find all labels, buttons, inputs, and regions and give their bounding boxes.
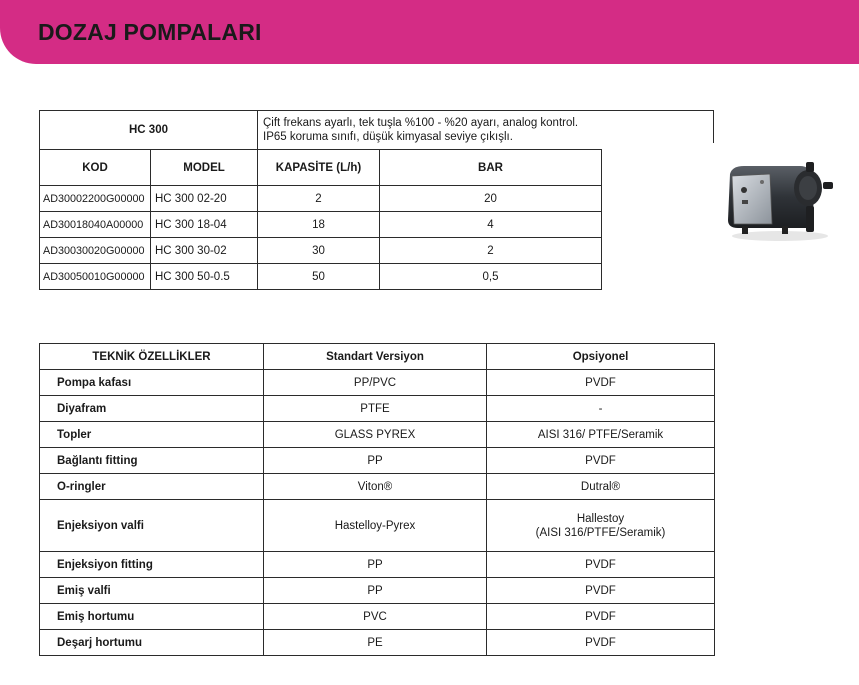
spec-optional: PVDF [487, 552, 715, 578]
table-row [40, 264, 602, 290]
spec-optional: AISI 316/ PTFE/Seramik [487, 422, 715, 448]
table-row [40, 500, 715, 552]
spec-standard: Hastelloy-Pyrex [264, 500, 487, 552]
product-header-row [40, 111, 602, 150]
spec-feature: Enjeksiyon fitting [40, 552, 264, 578]
spec-standard: GLASS PYREX [264, 422, 487, 448]
spec-standard: PP/PVC [264, 370, 487, 396]
product-bar: 4 [380, 212, 602, 238]
spec-optional: - [487, 396, 715, 422]
product-bar: 2 [380, 238, 602, 264]
product-table [39, 110, 602, 290]
spec-optional: PVDF [487, 604, 715, 630]
spec-optional: PVDF [487, 578, 715, 604]
table-row [40, 186, 602, 212]
product-capacity: 2 [258, 186, 380, 212]
table-row [40, 474, 715, 500]
col-kapasite: KAPASİTE (L/h) [258, 150, 380, 186]
col-kod: KOD [40, 150, 151, 186]
description-cell-extension [602, 110, 714, 143]
spec-header-row [40, 344, 715, 370]
spec-standard: PP [264, 578, 487, 604]
table-row [40, 630, 715, 656]
table-row [40, 396, 715, 422]
product-model: HC 300 50-0.5 [151, 264, 258, 290]
spec-feature: Emiş hortumu [40, 604, 264, 630]
spec-optional: PVDF [487, 630, 715, 656]
col-bar: BAR [380, 150, 602, 186]
spec-feature: Diyafram [40, 396, 264, 422]
spec-feature: Bağlantı fitting [40, 448, 264, 474]
product-capacity: 18 [258, 212, 380, 238]
product-model: HC 300 18-04 [151, 212, 258, 238]
product-model: HC 300 02-20 [151, 186, 258, 212]
table-row [40, 212, 602, 238]
dosing-pump-image [722, 160, 834, 244]
product-code: AD30030020G00000 [40, 238, 151, 264]
table-row [40, 552, 715, 578]
spec-standard: PE [264, 630, 487, 656]
table-row [40, 448, 715, 474]
spec-standard: PTFE [264, 396, 487, 422]
table-row [40, 604, 715, 630]
spec-standard: Viton® [264, 474, 487, 500]
table-row [40, 422, 715, 448]
spec-standard: PP [264, 552, 487, 578]
spec-feature: O-ringler [40, 474, 264, 500]
page-title: DOZAJ POMPALARI [38, 19, 262, 45]
spec-optional: Hallestoy (AISI 316/PTFE/Seramik) [487, 500, 715, 552]
col-model: MODEL [151, 150, 258, 186]
header-banner [0, 0, 859, 64]
spec-feature: Emiş valfi [40, 578, 264, 604]
spec-feature: Deşarj hortumu [40, 630, 264, 656]
spec-optional: PVDF [487, 448, 715, 474]
spec-standard: PP [264, 448, 487, 474]
col-standard: Standart Versiyon [264, 344, 487, 370]
spec-standard: PVC [264, 604, 487, 630]
product-code: AD30050010G00000 [40, 264, 151, 290]
product-bar: 20 [380, 186, 602, 212]
product-code: AD30002200G00000 [40, 186, 151, 212]
col-technical: TEKNİK ÖZELLİKLER [40, 344, 264, 370]
product-bar: 0,5 [380, 264, 602, 290]
spec-optional: Dutral® [487, 474, 715, 500]
col-optional: Opsiyonel [487, 344, 715, 370]
product-capacity: 50 [258, 264, 380, 290]
spec-feature: Enjeksiyon valfi [40, 500, 264, 552]
spec-feature: Pompa kafası [40, 370, 264, 396]
table-row [40, 370, 715, 396]
spec-table [39, 343, 715, 656]
model-description: Çift frekans ayarlı, tek tuşla %100 - %20 ayarı, analog kontrol. IP65 koruma sınıfı, düşük kimyasal seviye çıkışlı. [258, 111, 602, 150]
table-row [40, 578, 715, 604]
product-columns-row [40, 150, 602, 186]
table-row [40, 238, 602, 264]
spec-feature: Topler [40, 422, 264, 448]
product-capacity: 30 [258, 238, 380, 264]
spec-optional: PVDF [487, 370, 715, 396]
model-name: HC 300 [40, 111, 258, 150]
product-model: HC 300 30-02 [151, 238, 258, 264]
product-code: AD30018040A00000 [40, 212, 151, 238]
